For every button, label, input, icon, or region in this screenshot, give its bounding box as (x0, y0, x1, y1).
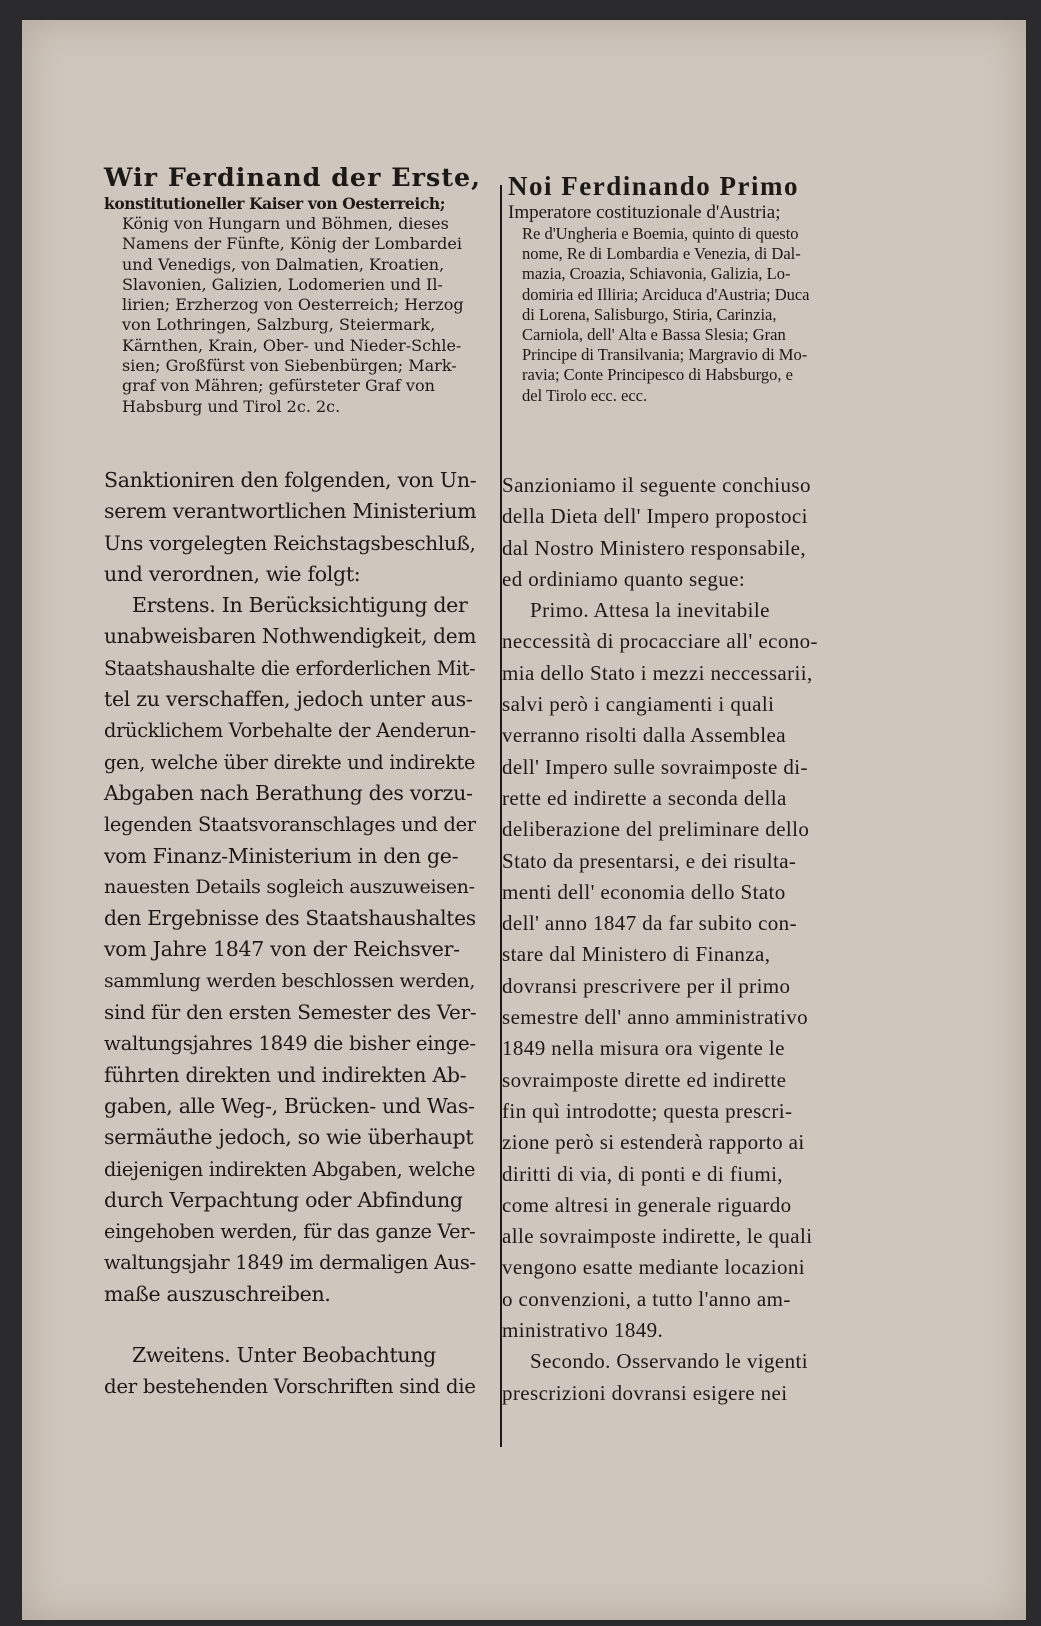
body-line: vom Jahre 1847 von der Reichsver- (104, 937, 460, 962)
italian-title: Noi Ferdinando Primo (508, 171, 799, 201)
german-subtitle: konstitutioneller Kaiser von Oesterreich; (104, 194, 446, 213)
body-line: Abgaben nach Berathung des vorzu- (104, 780, 473, 805)
german-header (104, 160, 480, 417)
body-line: deliberazione del preliminare dello (502, 817, 810, 842)
body-line: ministrativo 1849. (502, 1318, 664, 1343)
body-line: sind für den ersten Semester des Ver- (104, 1000, 477, 1025)
body-line: sovraimposte dirette ed indirette (502, 1067, 787, 1092)
body-line: prescrizioni dovransi esigere nei (502, 1380, 788, 1405)
body-line: mia dello Stato i mezzi neccessarii, (502, 660, 813, 685)
body-line: 1849 nella misura ora vigente le (502, 1036, 785, 1061)
german-article-first (104, 590, 480, 1310)
body-line: zione però si estenderà rapporto ai (502, 1130, 805, 1155)
body-line: salvi però i cangiamenti i quali (502, 692, 775, 717)
body-line: waltungsjahr 1849 im dermaligen Aus- (104, 1251, 476, 1275)
body-line: serem verantwortlichen Ministerium (104, 499, 477, 524)
german-article-second (104, 1340, 480, 1403)
body-line: o convenzioni, a tutto l'anno am- (502, 1286, 791, 1311)
body-line: menti dell' economia dello Stato (502, 879, 786, 904)
body-line: eingehoben werden, für das ganze Ver- (104, 1220, 476, 1244)
body-line: gaben, alle Weg-, Brücken- und Was- (104, 1093, 475, 1118)
body-line: dal Nostro Ministero responsabile, (502, 535, 807, 560)
italian-header (508, 170, 873, 406)
body-line: drücklichem Vorbehalte der Aenderun- (104, 719, 476, 743)
german-title-line: Namens der Fünfte, König der Lombardei (122, 234, 462, 254)
body-line: Staatshaushalte die erforderlichen Mit- (104, 656, 476, 680)
body-line: stare dal Ministero di Finanza, (502, 942, 771, 967)
italian-titles (508, 224, 873, 406)
body-line: gen, welche über direkte und indirekte (104, 750, 476, 774)
body-line: come altresi in generale riguardo (502, 1192, 792, 1217)
italian-title-line: nome, Re di Lombardia e Venezia, di Dal- (522, 244, 801, 264)
body-line: neccessità di procacciare all' econo- (502, 629, 818, 654)
body-line: und verordnen, wie folgt: (104, 561, 361, 586)
german-intro (104, 465, 480, 590)
body-line: rette ed indirette a seconda della (502, 785, 787, 810)
german-title-line: König von Hungarn und Böhmen, dieses (122, 214, 449, 233)
body-line: nauesten Details sogleich auszuweisen- (104, 875, 475, 898)
italian-title-line: Carniola, dell' Alta e Bassa Slesia; Gran (522, 325, 786, 345)
body-line: Sanzioniamo il seguente conchiuso (502, 473, 811, 497)
body-line: ed ordiniamo quanto segue: (502, 566, 746, 591)
body-line: waltungsjahres 1849 die bisher einge- (104, 1032, 476, 1056)
italian-title-line: domiria ed Illiria; Arciduca d'Austria; Duca (522, 284, 810, 304)
german-title-line: Slavonien, Galizien, Lodomerien und Il- (122, 274, 443, 294)
body-line: durch Verpachtung oder Abfindung (104, 1187, 463, 1212)
body-line: den Ergebnisse des Staatshaushaltes (104, 906, 476, 931)
body-line: diritti di via, di ponti e di fiumi, (502, 1161, 783, 1186)
body-line: Uns vorgelegten Reichstagsbeschluß, (104, 530, 476, 555)
italian-title-line: del Tirolo ecc. ecc. (522, 385, 648, 405)
body-line: der bestehenden Vorschriften sind die (104, 1375, 476, 1399)
italian-body (502, 470, 867, 1409)
body-line: vom Finanz-Ministerium in den ge- (104, 843, 459, 868)
german-title: Wir Ferdinand der Erste, (104, 162, 481, 192)
body-line: führten direkten und indirekten Ab- (104, 1062, 467, 1087)
italian-title-line: mazia, Croazia, Schiavonia, Galizia, Lo- (522, 264, 791, 284)
german-title-line: graf von Mähren; gefürsteter Graf von (122, 376, 435, 396)
body-line: Erstens. In Berücksichtigung der (132, 593, 468, 618)
body-line: unabweisbaren Nothwendigkeit, dem (104, 624, 477, 649)
body-line: semestre dell' anno amministrativo (502, 1005, 809, 1030)
body-line: Sanktioniren den folgenden, von Un- (104, 468, 477, 492)
italian-article-first (502, 595, 867, 1346)
german-title-line: von Lothringen, Salzburg, Steiermark, (122, 315, 436, 335)
body-line: Secondo. Osservando le vigenti (530, 1349, 808, 1374)
body-line: sermäuthe jedoch, so wie überhaupt (104, 1125, 474, 1150)
german-title-line: Habsburg und Tirol 2c. 2c. (122, 396, 341, 416)
document-sheet (22, 20, 1026, 1620)
italian-title-line: ravia; Conte Principesco di Habsburgo, e (522, 365, 793, 385)
body-line: verranno risolti dalla Assemblea (502, 723, 786, 748)
italian-title-line: di Lorena, Salisburgo, Stiria, Carinzia, (522, 304, 777, 324)
body-line: della Dieta dell' Impero propostoci (502, 504, 808, 529)
body-line: Primo. Attesa la inevitabile (530, 598, 770, 623)
italian-subtitle: Imperatore costituzionale d'Austria; (508, 202, 781, 223)
german-title-line: und Venedigs, von Dalmatien, Kroatien, (122, 254, 445, 274)
body-line: dell' Impero sulle sovraimposte di- (502, 754, 808, 779)
italian-title-line: Re d'Ungheria e Boemia, quinto di questo (522, 224, 799, 243)
italian-title-line: Principe di Transilvania; Margravio di Mo- (522, 345, 808, 365)
german-body (104, 465, 480, 1403)
german-title-line: lirien; Erzherzog von Oesterreich; Herzog (122, 295, 464, 315)
body-line: Stato da presentarsi, e dei risulta- (502, 848, 797, 873)
german-title-line: sien; Großfürst von Siebenbürgen; Mark- (122, 356, 457, 376)
body-line: Zweitens. Unter Beobachtung (132, 1343, 437, 1368)
german-titles (104, 214, 480, 417)
body-line: vengono esatte mediante locazioni (502, 1255, 806, 1280)
italian-article-second (502, 1346, 867, 1409)
body-line: alle sovraimposte indirette, le quali (502, 1224, 813, 1249)
german-title-line: Kärnthen, Krain, Ober- und Nieder-Schle- (122, 335, 462, 355)
body-line: fin quì introdotte; questa prescri- (502, 1098, 793, 1123)
body-line: dovransi prescrivere per il primo (502, 973, 791, 998)
body-line: legenden Staatsvoranschlages und der (104, 813, 476, 837)
body-line: maße auszuschreiben. (104, 1281, 331, 1306)
italian-intro (502, 470, 867, 595)
body-line: tel zu verschaffen, jedoch unter aus- (104, 687, 473, 712)
body-line: diejenigen indirekten Abgaben, welche (104, 1157, 476, 1181)
body-line: dell' anno 1847 da far subito con- (502, 911, 797, 936)
body-line: sammlung werden beschlossen werden, (104, 970, 475, 992)
